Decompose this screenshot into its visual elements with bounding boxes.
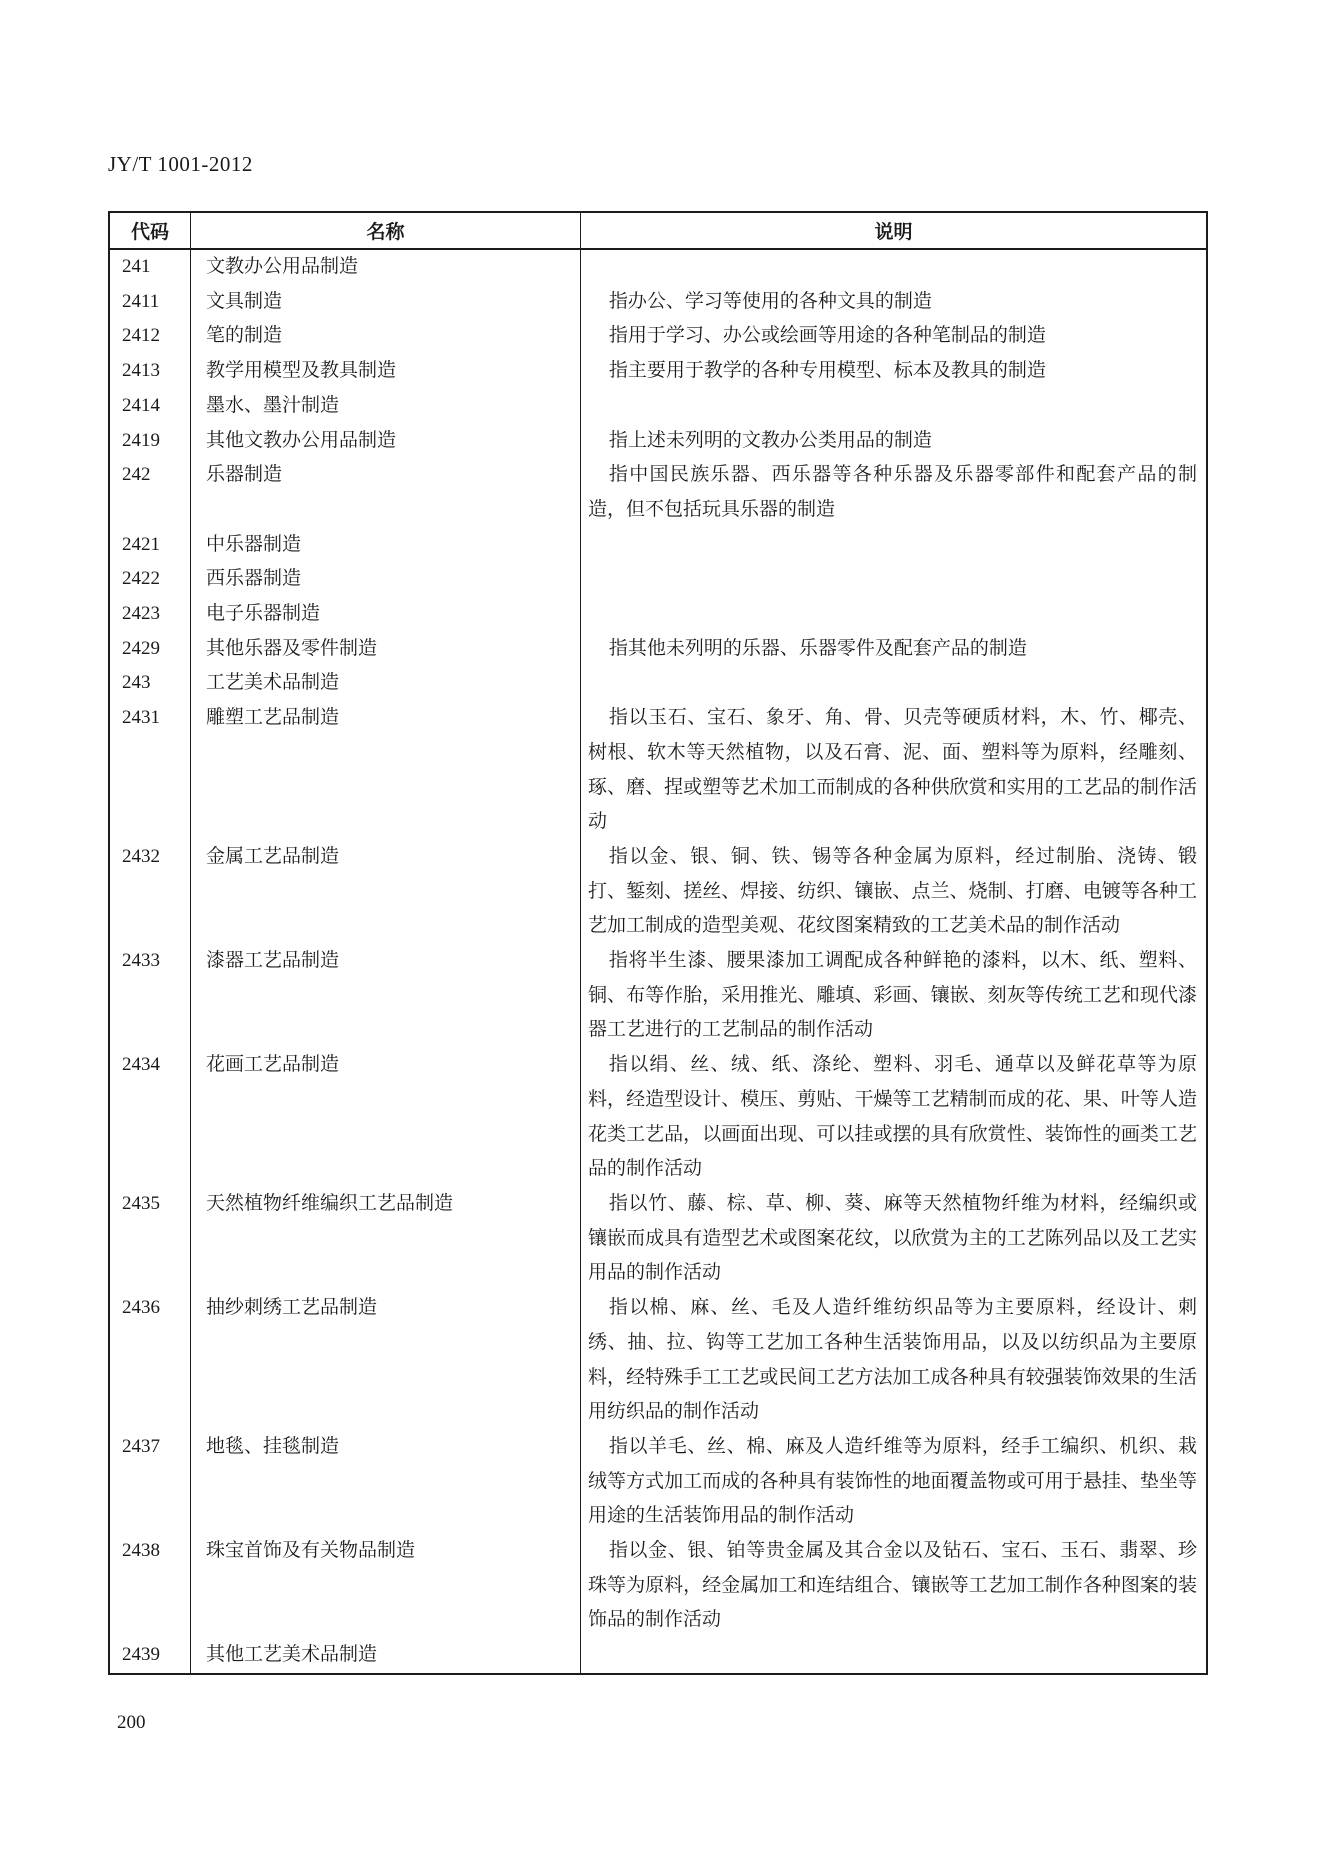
column-header-name: 名称 — [190, 213, 580, 248]
row-description-text: 指以金、银、铜、铁、锡等各种金属为原料，经过制胎、浇铸、锻打、錾刻、搓丝、焊接、纺织、镶嵌、点兰、烧制、打磨、电镀等各种工艺加工制成的造型美观、花纹图案精致的工艺美术品的制作活动 — [588, 845, 1197, 937]
classification-table — [108, 211, 1208, 1675]
row-description — [580, 597, 1206, 632]
row-name: 地毯、挂毯制造 — [190, 1430, 580, 1534]
row-description — [580, 319, 1206, 354]
row-code: 2434 — [122, 1054, 160, 1076]
row-code: 2412 — [122, 325, 160, 347]
table-row — [110, 632, 1206, 667]
row-code: 2431 — [122, 707, 160, 729]
row-name: 漆器工艺品制造 — [190, 944, 580, 1048]
row-description — [580, 424, 1206, 459]
row-code: 2432 — [122, 845, 160, 867]
table-row — [110, 458, 1206, 527]
row-description — [580, 389, 1206, 424]
row-description — [580, 1638, 1206, 1673]
row-name: 教学用模型及教具制造 — [190, 354, 580, 389]
row-code: 2439 — [122, 1644, 160, 1666]
standard-number: JY/T 1001-2012 — [108, 152, 253, 176]
row-description — [580, 840, 1206, 944]
row-description — [580, 1430, 1206, 1534]
table-row — [110, 354, 1206, 389]
row-description-text: 指以金、银、铂等贵金属及其合金以及钻石、宝石、玉石、翡翠、珍珠等为原料，经金属加工和连结组合、镶嵌等工艺加工制作各种图案的装饰品的制作活动 — [588, 1540, 1197, 1631]
table-row — [110, 424, 1206, 459]
row-name: 文具制造 — [190, 285, 580, 320]
row-description-text: 指以棉、麻、丝、毛及人造纤维纺织品等为主要原料，经设计、刺绣、抽、拉、钩等工艺加工各种生活装饰用品，以及以纺织品为主要原料，经特殊手工工艺或民间工艺方法加工成各种具有较强装饰效果的生活用纺织品的制作活动 — [588, 1297, 1197, 1423]
table-row — [110, 319, 1206, 354]
row-description-text: 指主要用于教学的各种专用模型、标本及教具的制造 — [608, 360, 1046, 382]
row-description-text: 指用于学习、办公或绘画等用途的各种笔制品的制造 — [608, 325, 1046, 347]
row-name: 珠宝首饰及有关物品制造 — [190, 1534, 580, 1638]
row-description — [580, 632, 1206, 667]
row-name: 乐器制造 — [190, 458, 580, 527]
table-row — [110, 1534, 1206, 1638]
row-description — [580, 1187, 1206, 1291]
row-name: 工艺美术品制造 — [190, 666, 580, 701]
row-code: 2411 — [122, 290, 160, 312]
row-description — [580, 250, 1206, 285]
row-description — [580, 285, 1206, 320]
row-description — [580, 1291, 1206, 1430]
table-row — [110, 528, 1206, 563]
row-name: 笔的制造 — [190, 319, 580, 354]
row-name: 抽纱刺绣工艺品制造 — [190, 1291, 580, 1430]
row-description — [580, 944, 1206, 1048]
row-code: 2436 — [122, 1297, 160, 1319]
row-code: 2437 — [122, 1435, 160, 1457]
row-name: 其他乐器及零件制造 — [190, 632, 580, 667]
row-name: 中乐器制造 — [190, 528, 580, 563]
table-row — [110, 562, 1206, 597]
table-row — [110, 840, 1206, 944]
row-code: 2423 — [122, 603, 160, 625]
row-name: 金属工艺品制造 — [190, 840, 580, 944]
table-row — [110, 701, 1206, 840]
row-name: 其他工艺美术品制造 — [190, 1638, 580, 1673]
row-code: 2413 — [122, 360, 160, 382]
row-description — [580, 458, 1206, 527]
row-description — [580, 528, 1206, 563]
row-description — [580, 1534, 1206, 1638]
row-code: 2435 — [122, 1192, 160, 1214]
row-description — [580, 666, 1206, 701]
table-row — [110, 1638, 1206, 1673]
row-description-text: 指上述未列明的文教办公类用品的制造 — [608, 429, 932, 451]
table-row — [110, 1430, 1206, 1534]
row-description-text: 指以竹、藤、棕、草、柳、葵、麻等天然植物纤维为材料，经编织或镶嵌而成具有造型艺术或图案花纹，以欣赏为主的工艺陈列品以及工艺实用品的制作活动 — [588, 1192, 1197, 1284]
row-description-text: 指中国民族乐器、西乐器等各种乐器及乐器零部件和配套产品的制造，但不包括玩具乐器的制造 — [588, 464, 1197, 520]
row-name: 其他文教办公用品制造 — [190, 424, 580, 459]
row-description — [580, 562, 1206, 597]
table-row — [110, 597, 1206, 632]
table-row — [110, 389, 1206, 424]
row-code: 243 — [122, 672, 151, 694]
row-name: 雕塑工艺品制造 — [190, 701, 580, 840]
table-body — [110, 250, 1206, 1673]
row-code: 2422 — [122, 568, 160, 590]
row-description-text: 指以绢、丝、绒、纸、涤纶、塑料、羽毛、通草以及鲜花草等为原料，经造型设计、模压、剪贴、干燥等工艺精制而成的花、果、叶等人造花类工艺品，以画面出现、可以挂或摆的具有欣赏性、装饰性的画类工艺品的制作活动 — [588, 1054, 1197, 1180]
table-row — [110, 1048, 1206, 1187]
row-code: 2414 — [122, 394, 160, 416]
table-row — [110, 285, 1206, 320]
row-name: 西乐器制造 — [190, 562, 580, 597]
table-row — [110, 666, 1206, 701]
table-header-row — [110, 213, 1206, 250]
table-row — [110, 944, 1206, 1048]
row-name: 天然植物纤维编织工艺品制造 — [190, 1187, 580, 1291]
column-header-code: 代码 — [130, 222, 169, 243]
row-description — [580, 701, 1206, 840]
row-description-text: 指其他未列明的乐器、乐器零件及配套产品的制造 — [608, 637, 1027, 659]
row-description-text: 指以羊毛、丝、棉、麻及人造纤维等为原料，经手工编织、机织、栽绒等方式加工而成的各种具有装饰性的地面覆盖物或可用于悬挂、垫坐等用途的生活装饰用品的制作活动 — [588, 1435, 1197, 1527]
row-description — [580, 1048, 1206, 1187]
row-code: 2438 — [122, 1540, 160, 1562]
row-code: 2419 — [122, 429, 160, 451]
row-description-text: 指以玉石、宝石、象牙、角、骨、贝壳等硬质材料，木、竹、椰壳、树根、软木等天然植物，以及石膏、泥、面、塑料等为原料，经雕刻、琢、磨、捏或塑等艺术加工而制成的各种供欣赏和实用的工艺品的制作活动 — [588, 707, 1197, 833]
row-description-text: 指将半生漆、腰果漆加工调配成各种鲜艳的漆料，以木、纸、塑料、铜、布等作胎，采用推光、雕填、彩画、镶嵌、刻灰等传统工艺和现代漆器工艺进行的工艺制品的制作活动 — [588, 950, 1197, 1041]
row-name: 电子乐器制造 — [190, 597, 580, 632]
row-code: 2433 — [122, 950, 160, 972]
column-header-description: 说明 — [580, 213, 1206, 248]
row-code: 241 — [122, 256, 151, 277]
row-name: 文教办公用品制造 — [190, 250, 580, 285]
table-row — [110, 1291, 1206, 1430]
row-code: 2421 — [122, 533, 160, 555]
row-code: 2429 — [122, 637, 160, 659]
row-code: 242 — [122, 464, 151, 486]
table-row — [110, 250, 1206, 285]
table-row — [110, 1187, 1206, 1291]
page-number: 200 — [117, 1712, 146, 1733]
row-name: 墨水、墨汁制造 — [190, 389, 580, 424]
row-description-text: 指办公、学习等使用的各种文具的制造 — [608, 290, 932, 312]
row-name: 花画工艺品制造 — [190, 1048, 580, 1187]
row-description — [580, 354, 1206, 389]
